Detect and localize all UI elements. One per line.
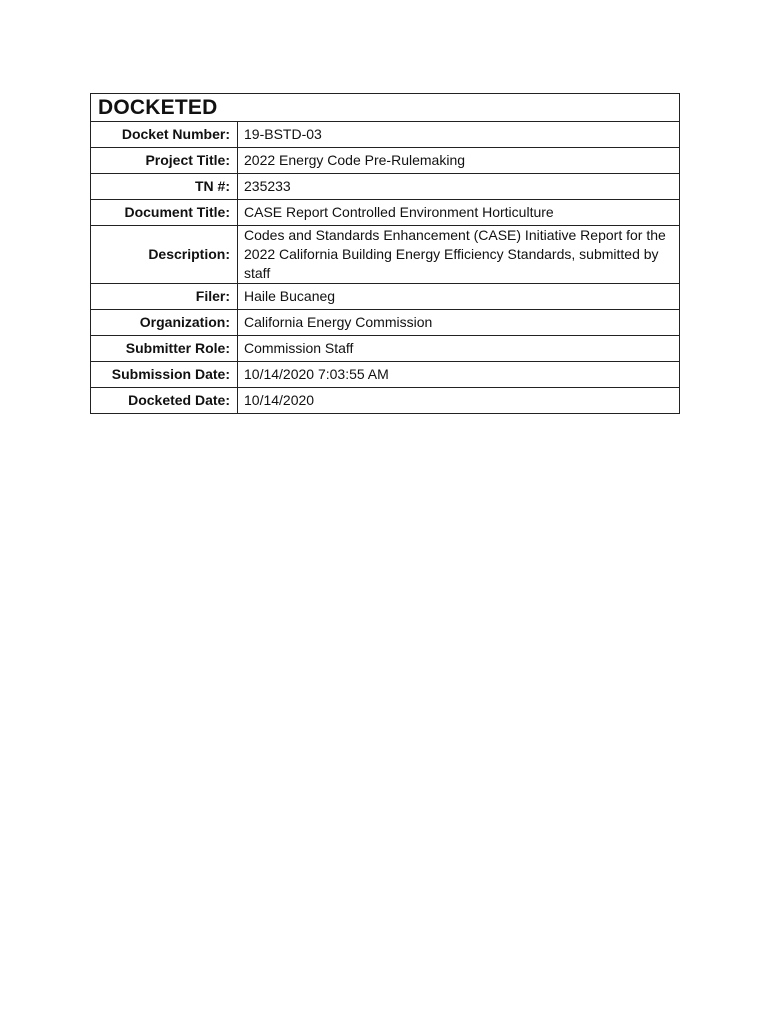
submission-date-value: 10/14/2020 7:03:55 AM <box>238 362 680 388</box>
table-row-docket-number <box>91 122 680 148</box>
docket-table <box>90 93 680 414</box>
tn-label: TN #: <box>91 174 238 200</box>
submitter-role-value: Commission Staff <box>238 336 680 362</box>
docketed-date-label: Docketed Date: <box>91 388 238 414</box>
document-title-value: CASE Report Controlled Environment Horticulture <box>238 200 680 226</box>
submission-date-label: Submission Date: <box>91 362 238 388</box>
table-row-submission-date <box>91 362 680 388</box>
organization-label: Organization: <box>91 310 238 336</box>
docket-header-row <box>91 94 680 122</box>
description-label: Description: <box>91 226 238 284</box>
table-row-document-title <box>91 200 680 226</box>
docketed-heading: DOCKETED <box>91 94 680 122</box>
tn-value: 235233 <box>238 174 680 200</box>
docket-number-label: Docket Number: <box>91 122 238 148</box>
description-text: Codes and Standards Enhancement (CASE) Initiative Report for the 2022 California Building Energy Efficiency Standards, submitted by staff <box>244 227 666 281</box>
description-value <box>238 226 680 284</box>
table-row-submitter-role <box>91 336 680 362</box>
filer-label: Filer: <box>91 284 238 310</box>
submitter-role-label: Submitter Role: <box>91 336 238 362</box>
project-title-label: Project Title: <box>91 148 238 174</box>
organization-value: California Energy Commission <box>238 310 680 336</box>
filer-value: Haile Bucaneg <box>238 284 680 310</box>
docketed-date-value: 10/14/2020 <box>238 388 680 414</box>
table-row-tn <box>91 174 680 200</box>
table-row-project-title <box>91 148 680 174</box>
docket-number-value: 19-BSTD-03 <box>238 122 680 148</box>
table-row-filer <box>91 284 680 310</box>
table-row-organization <box>91 310 680 336</box>
document-title-label: Document Title: <box>91 200 238 226</box>
table-row-description <box>91 226 680 284</box>
table-row-docketed-date <box>91 388 680 414</box>
project-title-value: 2022 Energy Code Pre-Rulemaking <box>238 148 680 174</box>
